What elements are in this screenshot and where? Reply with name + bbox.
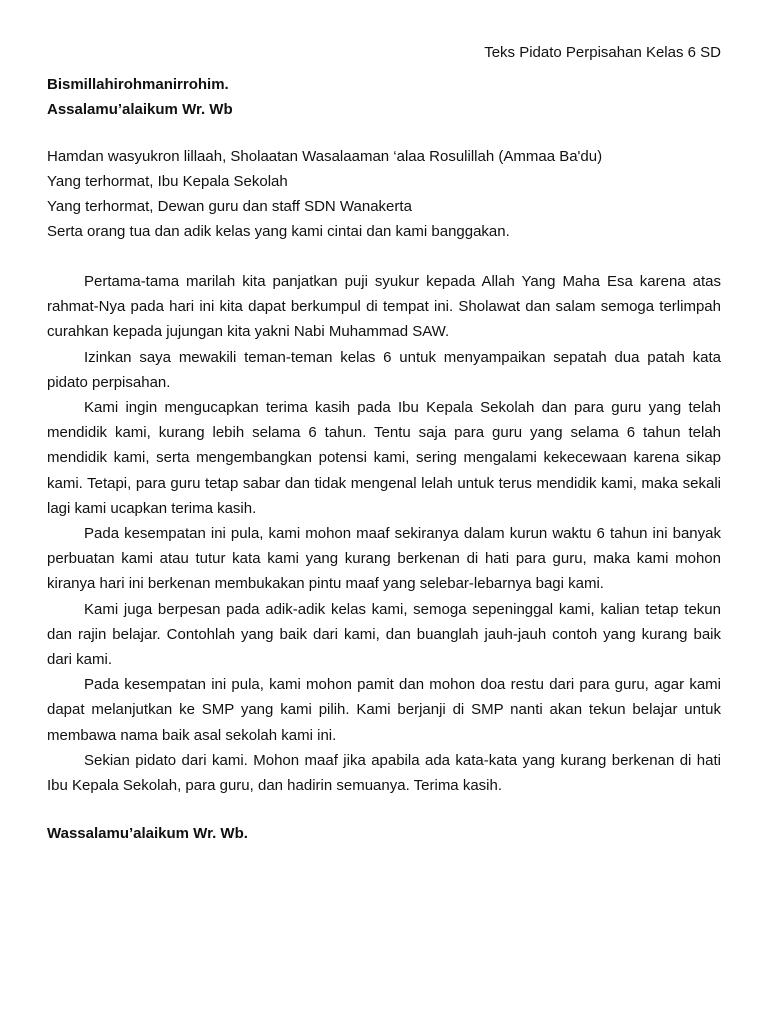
closing-greeting: Wassalamu’alaikum Wr. Wb.	[47, 825, 248, 843]
salutation-line: Yang terhormat, Ibu Kepala Sekolah	[47, 173, 288, 190]
body-paragraph: Pada kesempatan ini pula, kami mohon pamit dan mohon doa restu dari para guru, agar kami dapat melanjutkan ke SMP yang kami pilih. Kami berjanji di SMP nanti akan tekun belajar untuk membawa nama baik asal sekolah kami ini.	[47, 676, 721, 744]
body-paragraph: Pertama-tama marilah kita panjatkan puji syukur kepada Allah Yang Maha Esa karena atas rahmat-Nya pada hari ini kita dapat berkumpul di tempat ini. Sholawat dan salam semoga terlimpah curahkan kepada jujungan kita yakni Nabi Muhammad SAW.	[47, 273, 721, 341]
document-header-title: Teks Pidato Perpisahan Kelas 6 SD	[484, 44, 721, 61]
opening-block	[47, 72, 721, 122]
salutation-line: Serta orang tua dan adik kelas yang kami cintai dan kami banggakan.	[47, 223, 510, 240]
speech-body	[47, 269, 721, 798]
opening-greeting: Assalamu’alaikum Wr. Wb	[47, 101, 233, 118]
salutation-line: Yang terhormat, Dewan guru dan staff SDN Wanakerta	[47, 198, 412, 215]
body-paragraph: Sekian pidato dari kami. Mohon maaf jika apabila ada kata-kata yang kurang berkenan di hati Ibu Kepala Sekolah, para guru, dan hadirin semuanya. Terima kasih.	[47, 751, 721, 795]
salutations-block	[47, 144, 721, 244]
document-page	[47, 42, 721, 846]
opening-basmalah: Bismillahirohmanirrohim.	[47, 76, 229, 93]
salutation-line: Hamdan wasyukron lillaah, Sholaatan Wasalaaman ‘alaa Rosulillah (Ammaa Ba'du)	[47, 148, 603, 165]
body-paragraph: Kami juga berpesan pada adik-adik kelas kami, semoga sepeninggal kami, kalian tetap tekun dan rajin belajar. Contohlah yang baik dari kami, dan buanglah jauh-jauh contoh yang kurang baik dari kami.	[47, 600, 721, 669]
body-paragraph: Kami ingin mengucapkan terima kasih pada Ibu Kepala Sekolah dan para guru yang telah mendidik kami, kurang lebih selama 6 tahun. Tentu saja para guru yang selama 6 tahun telah mendidik kami, serta mengembangkan potensi kami, sering mengalami kekecewaan karena sikap kami. Tetapi, para guru tetap sabar dan tidak mengenal lelah untuk terus mendidik kami, maka sekali lagi kami ucapkan terima kasih.	[47, 399, 721, 517]
body-paragraph: Pada kesempatan ini pula, kami mohon maaf sekiranya dalam kurun waktu 6 tahun ini banyak perbuatan kami atau tutur kata kami yang kurang berkenan di hati para guru, maka kami mohon kiranya hari ini berkenan membukakan pintu maaf yang selebar-lebarnya bagi kami.	[47, 525, 721, 593]
closing-block	[47, 821, 721, 846]
body-paragraph: Izinkan saya mewakili teman-teman kelas 6 untuk menyampaikan sepatah dua patah kata pidato perpisahan.	[47, 348, 721, 391]
